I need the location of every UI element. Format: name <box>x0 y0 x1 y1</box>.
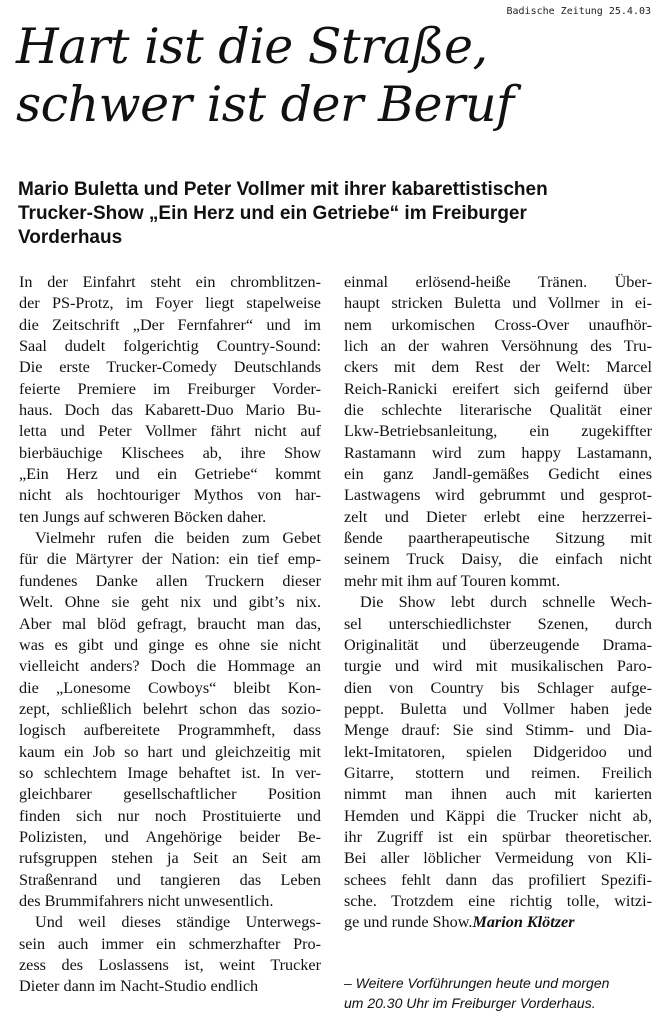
text-line: Straßenrand und tangieren das Leben <box>19 870 321 889</box>
text-line: haupt stricken Buletta und Vollmer in ei- <box>344 294 652 313</box>
text-line: die Zeitschrift „Der Fernfahrer“ und im <box>19 315 321 334</box>
author-byline: Marion Klötzer <box>472 913 575 932</box>
text-line: logisch aufbereitete Programmheft, dass <box>19 721 321 740</box>
text-line: für die Märtyrer der Nation: ein tief emp- <box>19 550 321 569</box>
text-line: letta und Peter Vollmer fährt nicht auf <box>19 422 321 441</box>
text-line: haus. Doch das Kabarett-Duo Mario Bu- <box>19 401 321 420</box>
text-line: Dieter dann im Nacht-Studio endlich <box>19 977 259 996</box>
text-line: ge und runde Show. <box>344 913 473 932</box>
text-line: ßende paartherapeutische Sitzung mit <box>344 529 652 548</box>
text-line: so schlechtem Image behaftet ist. In ver- <box>19 763 321 782</box>
text-line: dien von Country bis Schlager aufge- <box>344 678 652 697</box>
footer-note-line-1: – Weitere Vorführungen heute und morgen <box>344 975 610 991</box>
text-line: ckers mit dem Rest der Welt: Marcel <box>344 358 652 377</box>
text-line: Aber mal blöd gefragt, braucht man das, <box>19 614 321 633</box>
text-line: einmal erlösend-heiße Tränen. Über- <box>344 273 652 291</box>
text-line: die schlechte literarische Qualität einer <box>344 401 652 420</box>
text-line: sel unterschiedlichster Szenen, durch <box>344 614 652 633</box>
text-line: ein ganz Jandl-gemäßes Gedicht eines <box>344 465 652 484</box>
text-line: Und weil dieses ständige Unterwegs- <box>35 913 321 932</box>
text-line: finden sich nur noch Prostituierte und <box>19 806 321 825</box>
source-label: Badische Zeitung 25.4.03 <box>506 6 651 17</box>
text-line: zept, schließlich belehrt schon das sozio- <box>19 699 321 718</box>
text-line: ihr Zugriff ist ein spürbar theoretischer. <box>344 827 652 846</box>
text-line: ten Jungs auf schweren Böcken daher. <box>19 507 267 526</box>
text-line: gleichbarer gesellschaftlicher Position <box>19 785 321 804</box>
subhead-line-1: Mario Buletta und Peter Vollmer mit ihrer kabarettistischen <box>18 179 548 200</box>
text-line: Lastwagens wird gebrummt und gesprot- <box>344 486 652 505</box>
closing-line <box>344 912 652 933</box>
subheadline <box>18 178 648 250</box>
text-line: nicht als hochtouriger Mythos von har- <box>19 486 321 505</box>
text-line: peppt. Buletta und Vollmer haben jede <box>344 699 652 718</box>
footer-note-line-2: um 20.30 Uhr im Freiburger Vorderhaus. <box>344 995 596 1011</box>
text-line: turgie und wird mit musikalischen Paro- <box>344 657 652 676</box>
text-line: In der Einfahrt steht ein chromblitzen- <box>19 273 321 291</box>
text-line: Die erste Trucker-Comedy Deutschlands <box>19 358 321 377</box>
text-line: Lkw-Betriebsanleitung, ein zugekiffter <box>344 422 652 441</box>
text-line: Die Show lebt durch schnelle Wech- <box>360 593 652 612</box>
text-line: „Ein Herz und ein Getriebe“ kommt <box>19 465 321 484</box>
subhead-line-3: Vorderhaus <box>18 227 123 248</box>
text-line: Hemden und Käppi die Trucker nicht ab, <box>344 806 652 825</box>
text-line: lich an der wahren Versöhnung des Tru- <box>344 337 652 356</box>
text-line: kaum ein Job so hart und gleichzeitig mit <box>19 742 321 761</box>
text-line: des Brummifahrers nicht unwesentlich. <box>19 891 274 910</box>
text-line: Rastamann wird zum happy Lastamann, <box>344 443 652 462</box>
text-line: Reich-Ranicki ereifert sich geifernd über <box>344 379 652 398</box>
text-line: schees fehlt dann das profiliert Spezifi- <box>344 870 652 889</box>
text-line: Polizisten, und Angehörige beider Be- <box>19 827 321 846</box>
text-line: sche. Trotzdem eine richtig tolle, witzi- <box>344 891 652 910</box>
text-line: sein auch immer ein schmerzhafter Pro- <box>19 934 321 953</box>
text-line: feierte Premiere im Freiburger Vorder- <box>19 379 321 398</box>
text-line: mehr mit ihm auf Touren kommt. <box>344 571 561 590</box>
text-line: fundenes Danke allen Truckern dieser <box>19 571 321 590</box>
text-line: Originalität und überzeugende Drama- <box>344 635 652 654</box>
headline-line-2: schwer ist der Beruf <box>16 76 514 133</box>
text-line: Welt. Ohne sie geht nix und gibt’s nix. <box>19 593 321 612</box>
text-line: die „Lonesome Cowboys“ bleibt Kon- <box>19 678 321 697</box>
text-line: Vielmehr rufen die beiden zum Gebet <box>35 529 321 548</box>
text-line: rufsgruppen stehen ja Seit an Seit am <box>19 849 321 868</box>
text-line: Bei aller löblicher Vermeidung von Kli- <box>344 849 652 868</box>
text-line: Gitarre, stottern und reimen. Freilich <box>344 763 652 782</box>
text-line: der PS-Protz, im Foyer liegt stapelweise <box>19 294 321 313</box>
text-line: bierbäuchige Klischees ab, ihre Show <box>19 443 321 462</box>
subhead-line-2: Trucker-Show „Ein Herz und ein Getriebe“ im Freiburger <box>18 203 527 224</box>
article-column-right <box>344 272 652 934</box>
text-line: zess des Loslassens ist, weint Trucker <box>19 956 321 974</box>
text-line: was es gibt und ginge es ohne sie nicht <box>19 635 321 654</box>
text-line: lekt-Imitatoren, spielen Didgeridoo und <box>344 742 652 761</box>
headline-line-1: Hart ist die Straße, <box>16 18 488 75</box>
text-line: zelt und Dieter erlebt eine herzzerrei- <box>344 507 652 526</box>
headline <box>16 18 656 134</box>
article-column-left <box>19 272 321 998</box>
text-line: vielleicht anders? Doch die Hommage an <box>19 657 321 676</box>
text-line: nimmt man ihnen auch mit karierten <box>344 785 652 804</box>
footer-note <box>344 973 644 1013</box>
text-line: Saal dudelt folgerichtig Country-Sound: <box>19 337 321 356</box>
text-line: nem urkomischen Cross-Over unaufhör- <box>344 315 652 334</box>
text-line: Menge drauf: Sie sind Stimm- und Dia- <box>344 721 652 740</box>
text-line: seinem Truck Daisy, die einfach nicht <box>344 550 652 569</box>
